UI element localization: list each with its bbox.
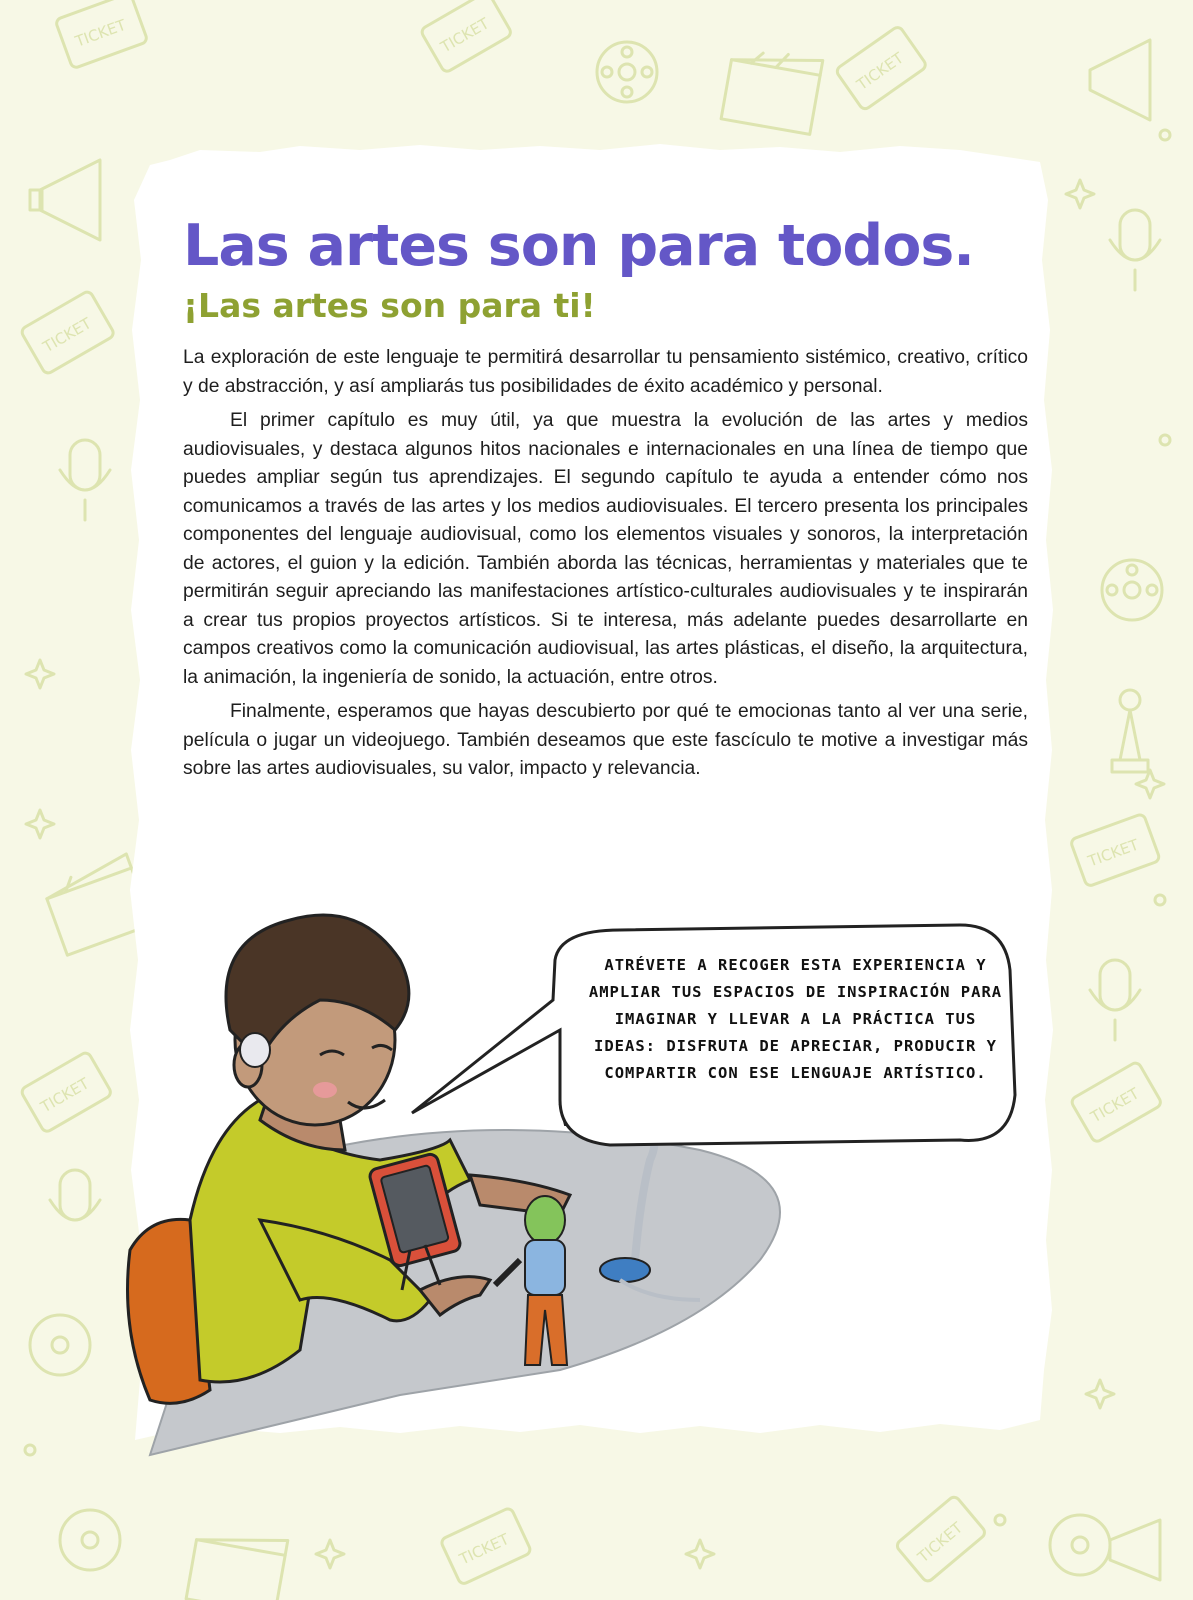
hearing-aid-icon [240,1033,270,1067]
speech-bubble-text: ATRÉVETE A RECOGER ESTA EXPERIENCIA Y AMPLIAR TUS ESPACIOS DE INSPIRACIÓN PARA IMAGINAR Y LLEVAR A LA PRÁCTICA TUS IDEAS: DISFRUTA DE APRECIAR, PRODUCIR Y COMPARTIR CON ESE LENGUAJE ARTÍSTICO. [588,956,1003,1082]
svg-text:TICKET: TICKET [853,48,907,94]
page-title: Las artes son para todos. [183,213,974,279]
svg-text:TICKET: TICKET [37,1074,93,1117]
paragraph-1: La exploración de este lenguaje te permitirá desarrollar tu pensamiento sistémico, creativo, crítico y de abstracción, y así ampliarás tus posibilidades de éxito académico y personal. [183,347,1028,397]
page-subtitle: ¡Las artes son para ti! [183,286,596,325]
paragraph-3: Finalmente, esperamos que hayas descubierto por qué te emocionas tanto al ver una serie, película o jugar un videojuego. También deseamos que este fascículo te motive a investigar más sobre las artes audiovisuales, su valor, impacto y relevancia. [183,701,1028,779]
svg-text:TICKET: TICKET [39,314,95,357]
paragraph-2: El primer capítulo es muy útil, ya que muestra la evolución de las artes y medios audiovisuales, y destaca algunos hitos nacionales e internacionales en una línea de tiempo que puedes ampliar según tus aprendizajes. El segundo capítulo te ayuda a entender cómo nos comunicamos a través de las artes y los medios audiovisuales. El tercero presenta los principales componentes del lenguaje audiovisual, como los elementos visuales y sonoros, la interpretación de actores, el guion y la edición. También aborda las técnicas, herramientas y materiales que te permitirán seguir apreciando las manifestaciones artístico-culturales audiovisuales y te inspirarán a crear tus propios proyectos artísticos. Si te interesa, más adelante puedes desarrollarte en campos creativos como la comunicación audiovisual, las artes plásticas, el diseño, la arquitectura, la animación, la ingeniería de sonido, la actuación, entre otros. [183,410,1028,688]
svg-text:TICKET: TICKET [1087,1084,1143,1127]
svg-text:TICKET: TICKET [1085,835,1142,871]
svg-text:TICKET: TICKET [914,1518,967,1567]
svg-text:TICKET: TICKET [72,15,129,51]
svg-text:TICKET: TICKET [456,1529,512,1569]
svg-text:TICKET: TICKET [437,14,493,57]
